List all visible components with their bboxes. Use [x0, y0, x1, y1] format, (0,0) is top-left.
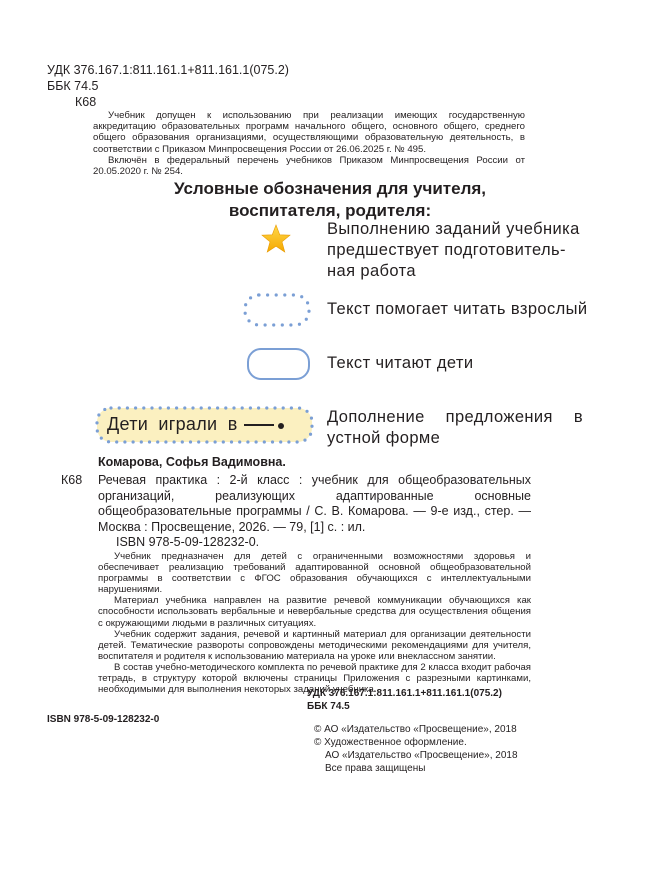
annotation-paragraph: Материал учебника направлен на развитие речевой коммуникации обучающихся как способности использовать вербальные и невербальные средства для осуществления общения с окружающими людьми в различных ситуациях. — [98, 595, 531, 629]
copyright-block — [314, 723, 518, 775]
approval-paragraph: Учебник допущен к использованию при реализации имеющих государственную аккредитацию образовательных программ начального общего, основного общего, среднего общего образования организациями, осуществляющими образовательную деятельность, в соответствии с Приказом Минпросвещения России от 26.06.2025 г. № 495. — [93, 110, 525, 155]
sentence-completion-example — [97, 408, 312, 442]
author-mark: К68 — [75, 95, 97, 109]
footer-classification — [307, 687, 502, 713]
example-sentence — [107, 413, 284, 435]
annotation-paragraph: Учебник предназначен для детей с ограниченными возможностями здоровья и обеспечивает реализацию требований адаптированной основной общеобразовательной программы в соответствии с ФГОС образования обучающихся с интеллектуальными нарушениями. — [98, 551, 531, 596]
annotation — [98, 551, 531, 695]
legend-title-line: Условные обозначения для учителя, — [173, 179, 487, 198]
copyright-line: АО «Издательство «Просвещение», 2018 — [325, 750, 518, 761]
star-icon — [261, 224, 291, 254]
bibliographic-description — [98, 473, 531, 535]
author-name: Комарова, Софья Вадимовна. — [98, 455, 286, 469]
legend-item-dotted-text: Текст помогает читать взрослый — [327, 300, 588, 318]
copyright-line: © Художественное оформление. — [314, 737, 467, 748]
legend-item-completion-text — [327, 407, 583, 449]
udk-code: УДК 376.167.1:811.161.1+811.161.1(075.2) — [47, 63, 289, 77]
approval-notice — [93, 110, 525, 177]
legend-text-word: в — [573, 408, 583, 426]
approval-paragraph: Включён в федеральный перечень учебников Приказом Минпросвещения России от 20.05.2020 г. № 254. — [93, 154, 525, 178]
legend-text-word: Дополнение — [327, 408, 425, 426]
example-sentence-text: Дети играли в — [107, 414, 238, 434]
legend-text-line: Выполнению заданий учебника — [327, 220, 580, 238]
legend-item-solid-text: Текст читают дети — [327, 354, 474, 372]
legend-text-line: предшествует подготовитель- — [327, 241, 566, 259]
bbk-code: ББК 74.5 — [47, 79, 99, 93]
annotation-paragraph: Учебник содержит задания, речевой и картинный материал для организации деятельности детей. Тематические развороты сопровождены методическими рекомендациями для учителя, воспитателя и родителя к использованию материала на уроке или внеклассном занятии. — [98, 628, 531, 662]
udk-code: УДК 376.167.1:811.161.1+811.161.1(075.2) — [307, 688, 502, 699]
author-mark: К68 — [61, 473, 83, 487]
period-dot-icon — [278, 423, 284, 429]
legend-text-line: устной форме — [327, 429, 441, 447]
bbk-code: ББК 74.5 — [307, 701, 350, 712]
footer-isbn: ISBN 978-5-09-128232-0 — [47, 714, 160, 725]
classification-header — [47, 62, 289, 110]
legend-item-star-text — [327, 219, 583, 282]
legend-text-word: предложения — [445, 408, 553, 426]
legend-title-line: воспитателя, родителя: — [228, 201, 432, 220]
legend-title — [120, 178, 540, 222]
annotation-paragraph: В состав учебно-методического комплекта по речевой практике для 2 класса входит рабочая тетрадь, в структуру которой включены страницы Приложения с разрезными картинками, необходимыми для выполнения некоторых заданий учебника. — [98, 661, 531, 696]
rights-reserved: Все права защищены — [325, 763, 426, 774]
dotted-oval-icon — [242, 292, 312, 328]
isbn: ISBN 978-5-09-128232-0. — [116, 535, 260, 549]
legend-text-line: ная работа — [327, 262, 416, 280]
solid-oval-icon — [247, 348, 310, 380]
copyright-line: © АО «Издательство «Просвещение», 2018 — [314, 724, 517, 735]
blank-line-icon — [244, 424, 274, 426]
bibliographic-text: Речевая практика : 2-й класс : учебник для общеобразовательных организаций, реализующих адаптированные основные общеобразовательные программы / С. В. Комарова. — 9-е изд., стер. — Москва : Просвещение, 2026. — 79, [1] с. : ил. — [98, 473, 531, 534]
